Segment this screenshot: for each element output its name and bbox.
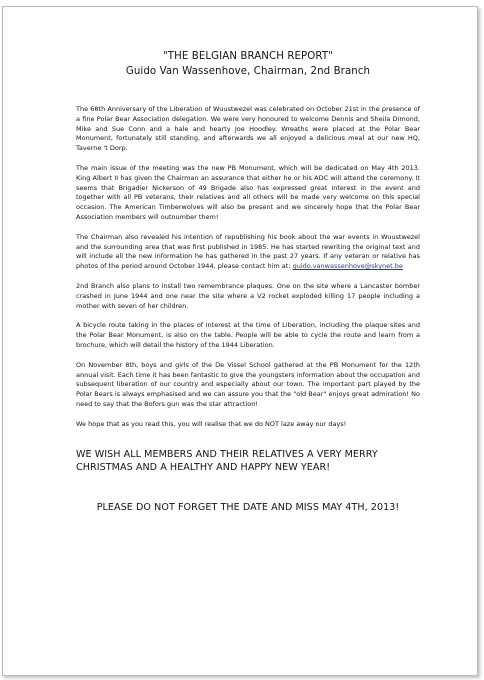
report-title: "THE BELGIAN BRANCH REPORT" bbox=[163, 51, 333, 62]
document-page[interactable] bbox=[2, 6, 478, 676]
paragraph-school-visit: On November 8th, boys and girls of the De Vissel School gathered at the PB Monument for the 12th annual visit. Each time it has been fantastic to give the youngsters information about the occupation and subsequent liberation of our country and especially about our town. The important part played by the Polar Bears is always emphasised and we can assure you that the "old Bear" enjoys great admiration! No need to say that the Bofors gun was the star attraction! bbox=[76, 360, 420, 408]
christmas-wish: WE WISH ALL MEMBERS AND THEIR RELATIVES A VERY MERRY CHRISTMAS AND A HEALTHY AND HAPPY NEW YEAR! bbox=[76, 448, 378, 473]
paragraph-anniversary: The 68th Anniversary of the Liberation of Wuustwezel was celebrated on October 21st in the presence of a fine Polar Bear Association delegation. We were very honoured to welcome Dennis and Sheila Dimond, Mike and Sue Conn and a hale and hearty Joe Hoodley. Wreaths were placed at the Polar Bear Monument, fortunately still standing, and afterwards we all enjoyed a delicious meal at our new HQ, Taverne 't Dorp. bbox=[76, 105, 420, 153]
paragraph-plaques: 2nd Branch also plans to install two remembrance plaques. One on the site where a Lancaster bomber crashed in June 1944 and one near the site where a V2 rocket exploded killing 17 people including a mother with seven of her children. bbox=[76, 281, 420, 310]
report-author-line: Guido Van Wassenhove, Chairman, 2nd Branch bbox=[125, 66, 371, 77]
paragraph-book-text: The Chairman also revealed his intention of republishing his book about the war events in Wuustwezel and the surrounding area that was first published in 1985. He has started rewriting the original text and will include all the new information he has gathered in the past 27 years. If any veteran or relative has photos of the period around October 1944, please contact him at: bbox=[76, 232, 420, 271]
page-content bbox=[76, 49, 420, 515]
date-reminder: PLEASE DO NOT FORGET THE DATE AND MISS MAY 4TH, 2013! bbox=[96, 502, 400, 514]
paragraph-book bbox=[76, 233, 420, 272]
paragraph-bicycle-route: A bicycle route taking in the places of interest at the time of Liberation, including the plaque sites and the Polar Bear Monument, is also on the table. People will be able to cycle the route and learn from a brochure, which will detail the history of the 1944 Liberation. bbox=[76, 321, 420, 349]
paragraph-monument: The main issue of the meeting was the new PB Monument, which will be dedicated on May 4th 2013. King Albert II has given the Chairman an assurance that either he or his ADC will attend the ceremony. It seems that Brigadier Nickerson of 49 Brigade also has expressed great interest in the event and together with all PB veterans, their relatives and all others will be made very welcome on this special occasion. The American Timberwolves will also be present and we sincerely hope that the Polar Bear Association members will outnumber them! bbox=[76, 163, 420, 221]
paragraph-closing: We hope that as you read this, you will realise that we do NOT laze away our days! bbox=[76, 419, 347, 428]
contact-email-link[interactable]: guido.vanwassenhove@skynet.be bbox=[292, 262, 403, 271]
